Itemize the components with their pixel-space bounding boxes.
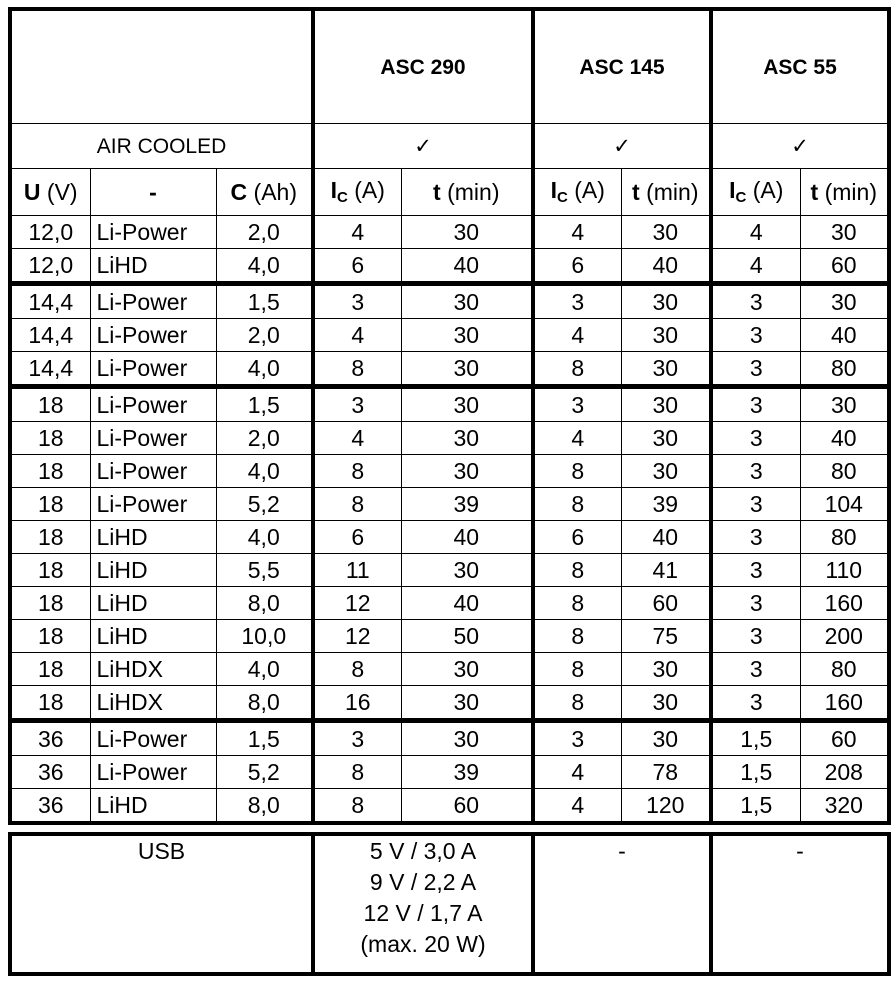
cell-ic-asc290: 8 [313, 756, 401, 789]
column-header-row [10, 169, 889, 216]
cell-capacity: 5,2 [216, 756, 313, 789]
cell-ic-asc290: 6 [313, 249, 401, 284]
cell-t-asc145: 75 [621, 620, 711, 653]
cell-t-asc145: 30 [621, 284, 711, 319]
cell-t-asc290: 39 [401, 488, 533, 521]
table-row [10, 721, 889, 756]
cell-ic-asc145: 8 [533, 488, 621, 521]
cell-t-asc290: 30 [401, 455, 533, 488]
cell-ic-asc55: 3 [711, 686, 800, 721]
cell-battery-type: Li-Power [90, 721, 216, 756]
cell-ic-asc145: 4 [533, 756, 621, 789]
cell-t-asc55: 30 [800, 284, 889, 319]
cell-capacity: 8,0 [216, 587, 313, 620]
cell-ic-asc145: 3 [533, 387, 621, 422]
cell-t-asc55: 60 [800, 721, 889, 756]
cell-capacity: 8,0 [216, 789, 313, 824]
cell-capacity: 1,5 [216, 284, 313, 319]
table-row [10, 249, 889, 284]
cell-battery-type: Li-Power [90, 756, 216, 789]
cell-capacity: 1,5 [216, 721, 313, 756]
air-cooled-label: AIR COOLED [10, 124, 313, 169]
cell-voltage: 14,4 [10, 319, 90, 352]
cell-t-asc290: 30 [401, 284, 533, 319]
cell-t-asc290: 30 [401, 653, 533, 686]
cell-battery-type: Li-Power [90, 488, 216, 521]
cell-ic-asc55: 3 [711, 455, 800, 488]
cell-t-asc145: 30 [621, 387, 711, 422]
cell-t-asc145: 30 [621, 455, 711, 488]
cell-t-asc55: 40 [800, 319, 889, 352]
cell-ic-asc290: 4 [313, 422, 401, 455]
cell-ic-asc145: 3 [533, 721, 621, 756]
cell-ic-asc290: 3 [313, 284, 401, 319]
cell-ic-asc145: 6 [533, 521, 621, 554]
cell-battery-type: LiHD [90, 620, 216, 653]
table-row [10, 455, 889, 488]
cell-capacity: 2,0 [216, 319, 313, 352]
cell-ic-asc290: 3 [313, 387, 401, 422]
cell-voltage: 12,0 [10, 249, 90, 284]
cell-t-asc55: 80 [800, 352, 889, 387]
cell-ic-asc290: 8 [313, 352, 401, 387]
usb-table [8, 832, 891, 976]
table-row [10, 587, 889, 620]
col-ic-290: $I_C$ (A) [313, 169, 401, 216]
cell-ic-asc55: 3 [711, 521, 800, 554]
cell-battery-type: LiHD [90, 789, 216, 824]
cell-voltage: 18 [10, 387, 90, 422]
cell-t-asc290: 60 [401, 789, 533, 824]
table-row [10, 352, 889, 387]
check-icon: ✓ [533, 124, 711, 169]
cell-ic-asc145: 4 [533, 216, 621, 249]
cell-capacity: 4,0 [216, 455, 313, 488]
table-row [10, 387, 889, 422]
cell-ic-asc290: 8 [313, 653, 401, 686]
cell-ic-asc290: 8 [313, 455, 401, 488]
col-type: - [90, 169, 216, 216]
cell-voltage: 18 [10, 620, 90, 653]
cell-ic-asc55: 3 [711, 422, 800, 455]
cell-t-asc290: 40 [401, 587, 533, 620]
cell-battery-type: Li-Power [90, 455, 216, 488]
cell-battery-type: Li-Power [90, 352, 216, 387]
usb-label: USB [10, 834, 313, 974]
cell-ic-asc145: 8 [533, 554, 621, 587]
cell-ic-asc290: 12 [313, 587, 401, 620]
cell-t-asc145: 78 [621, 756, 711, 789]
table-row [10, 554, 889, 587]
cell-t-asc290: 30 [401, 387, 533, 422]
cell-t-asc55: 80 [800, 521, 889, 554]
col-ic-55: $I_C$ (A) [711, 169, 800, 216]
model-header-row [10, 9, 889, 124]
cell-ic-asc290: 8 [313, 789, 401, 824]
cell-voltage: 18 [10, 488, 90, 521]
cell-t-asc55: 160 [800, 686, 889, 721]
cell-t-asc145: 120 [621, 789, 711, 824]
table-row [10, 620, 889, 653]
table-row [10, 488, 889, 521]
cell-t-asc55: 208 [800, 756, 889, 789]
table-row [10, 653, 889, 686]
cell-battery-type: LiHD [90, 554, 216, 587]
cell-ic-asc55: 1,5 [711, 789, 800, 824]
cell-capacity: 2,0 [216, 422, 313, 455]
cell-ic-asc290: 8 [313, 488, 401, 521]
cell-t-asc145: 30 [621, 686, 711, 721]
charging-table [8, 7, 891, 825]
cell-ic-asc145: 8 [533, 620, 621, 653]
cell-ic-asc290: 12 [313, 620, 401, 653]
model-asc290: ASC 290 [313, 9, 533, 124]
cell-capacity: 4,0 [216, 352, 313, 387]
cell-t-asc145: 30 [621, 721, 711, 756]
table-row [10, 422, 889, 455]
cell-t-asc55: 80 [800, 653, 889, 686]
cell-ic-asc145: 3 [533, 284, 621, 319]
cell-t-asc55: 110 [800, 554, 889, 587]
cell-t-asc55: 30 [800, 216, 889, 249]
cell-voltage: 18 [10, 587, 90, 620]
cell-voltage: 14,4 [10, 284, 90, 319]
cell-ic-asc290: 3 [313, 721, 401, 756]
table-row [10, 756, 889, 789]
col-u: U (V) [10, 169, 90, 216]
cell-capacity: 8,0 [216, 686, 313, 721]
cell-ic-asc145: 8 [533, 653, 621, 686]
table-row [10, 686, 889, 721]
cell-t-asc290: 30 [401, 422, 533, 455]
cell-battery-type: Li-Power [90, 319, 216, 352]
cell-voltage: 18 [10, 686, 90, 721]
cell-ic-asc145: 8 [533, 352, 621, 387]
cell-ic-asc145: 8 [533, 455, 621, 488]
usb-asc55: - [711, 834, 889, 974]
cell-voltage: 36 [10, 756, 90, 789]
check-icon: ✓ [711, 124, 889, 169]
cell-capacity: 2,0 [216, 216, 313, 249]
cell-ic-asc55: 3 [711, 653, 800, 686]
cell-voltage: 12,0 [10, 216, 90, 249]
cell-t-asc290: 30 [401, 216, 533, 249]
cell-ic-asc55: 1,5 [711, 721, 800, 756]
cell-ic-asc55: 3 [711, 488, 800, 521]
cell-capacity: 4,0 [216, 653, 313, 686]
table-row [10, 789, 889, 824]
cell-t-asc290: 30 [401, 352, 533, 387]
cell-voltage: 14,4 [10, 352, 90, 387]
cell-voltage: 18 [10, 554, 90, 587]
usb-asc145: - [533, 834, 711, 974]
cell-t-asc55: 30 [800, 387, 889, 422]
cell-ic-asc55: 3 [711, 319, 800, 352]
cell-t-asc290: 30 [401, 554, 533, 587]
cell-ic-asc55: 3 [711, 587, 800, 620]
check-icon: ✓ [313, 124, 533, 169]
cell-ic-asc55: 3 [711, 554, 800, 587]
cell-ic-asc145: 4 [533, 319, 621, 352]
cell-t-asc145: 39 [621, 488, 711, 521]
cell-t-asc55: 40 [800, 422, 889, 455]
cell-capacity: 10,0 [216, 620, 313, 653]
cell-battery-type: Li-Power [90, 284, 216, 319]
cell-ic-asc55: 4 [711, 216, 800, 249]
cell-t-asc55: 60 [800, 249, 889, 284]
cell-ic-asc55: 3 [711, 284, 800, 319]
cell-t-asc55: 320 [800, 789, 889, 824]
cell-t-asc145: 30 [621, 653, 711, 686]
cell-t-asc290: 30 [401, 721, 533, 756]
cell-battery-type: LiHD [90, 587, 216, 620]
cell-voltage: 36 [10, 721, 90, 756]
cell-voltage: 18 [10, 422, 90, 455]
cell-t-asc145: 60 [621, 587, 711, 620]
cell-capacity: 1,5 [216, 387, 313, 422]
cell-ic-asc145: 8 [533, 686, 621, 721]
table-row [10, 319, 889, 352]
cell-battery-type: LiHD [90, 521, 216, 554]
cell-ic-asc145: 8 [533, 587, 621, 620]
cell-ic-asc145: 4 [533, 422, 621, 455]
model-asc55: ASC 55 [711, 9, 889, 124]
col-c: C (Ah) [216, 169, 313, 216]
header-empty-cell [10, 9, 313, 124]
cell-t-asc290: 30 [401, 319, 533, 352]
cell-ic-asc290: 16 [313, 686, 401, 721]
cell-capacity: 5,2 [216, 488, 313, 521]
cell-t-asc145: 40 [621, 521, 711, 554]
cell-t-asc55: 104 [800, 488, 889, 521]
cell-t-asc145: 30 [621, 422, 711, 455]
cell-t-asc290: 50 [401, 620, 533, 653]
air-cooled-row [10, 124, 889, 169]
col-t-290: t (min) [401, 169, 533, 216]
col-t-145: t (min) [621, 169, 711, 216]
cell-battery-type: Li-Power [90, 422, 216, 455]
cell-battery-type: Li-Power [90, 387, 216, 422]
cell-t-asc290: 39 [401, 756, 533, 789]
table-row [10, 216, 889, 249]
cell-ic-asc55: 3 [711, 352, 800, 387]
cell-capacity: 5,5 [216, 554, 313, 587]
cell-ic-asc290: 4 [313, 319, 401, 352]
cell-t-asc145: 40 [621, 249, 711, 284]
cell-t-asc290: 30 [401, 686, 533, 721]
cell-t-asc55: 200 [800, 620, 889, 653]
model-asc145: ASC 145 [533, 9, 711, 124]
cell-ic-asc290: 4 [313, 216, 401, 249]
cell-ic-asc290: 6 [313, 521, 401, 554]
table-row [10, 521, 889, 554]
cell-battery-type: LiHDX [90, 686, 216, 721]
cell-ic-asc55: 1,5 [711, 756, 800, 789]
cell-ic-asc55: 3 [711, 387, 800, 422]
cell-capacity: 4,0 [216, 249, 313, 284]
cell-t-asc145: 30 [621, 216, 711, 249]
cell-t-asc290: 40 [401, 249, 533, 284]
cell-t-asc290: 40 [401, 521, 533, 554]
cell-t-asc145: 30 [621, 352, 711, 387]
cell-battery-type: LiHD [90, 249, 216, 284]
cell-battery-type: LiHDX [90, 653, 216, 686]
cell-ic-asc145: 6 [533, 249, 621, 284]
cell-capacity: 4,0 [216, 521, 313, 554]
cell-voltage: 36 [10, 789, 90, 824]
cell-ic-asc55: 4 [711, 249, 800, 284]
usb-asc290: 5 V / 3,0 A 9 V / 2,2 A 12 V / 1,7 A (max. 20 W) [313, 834, 533, 974]
col-ic-145: $I_C$ (A) [533, 169, 621, 216]
cell-voltage: 18 [10, 455, 90, 488]
cell-voltage: 18 [10, 521, 90, 554]
cell-t-asc145: 30 [621, 319, 711, 352]
cell-ic-asc145: 4 [533, 789, 621, 824]
cell-t-asc55: 160 [800, 587, 889, 620]
usb-row [10, 834, 889, 974]
cell-ic-asc55: 3 [711, 620, 800, 653]
cell-t-asc145: 41 [621, 554, 711, 587]
col-t-55: t (min) [800, 169, 889, 216]
cell-battery-type: Li-Power [90, 216, 216, 249]
cell-t-asc55: 80 [800, 455, 889, 488]
cell-voltage: 18 [10, 653, 90, 686]
table-row [10, 284, 889, 319]
cell-ic-asc290: 11 [313, 554, 401, 587]
